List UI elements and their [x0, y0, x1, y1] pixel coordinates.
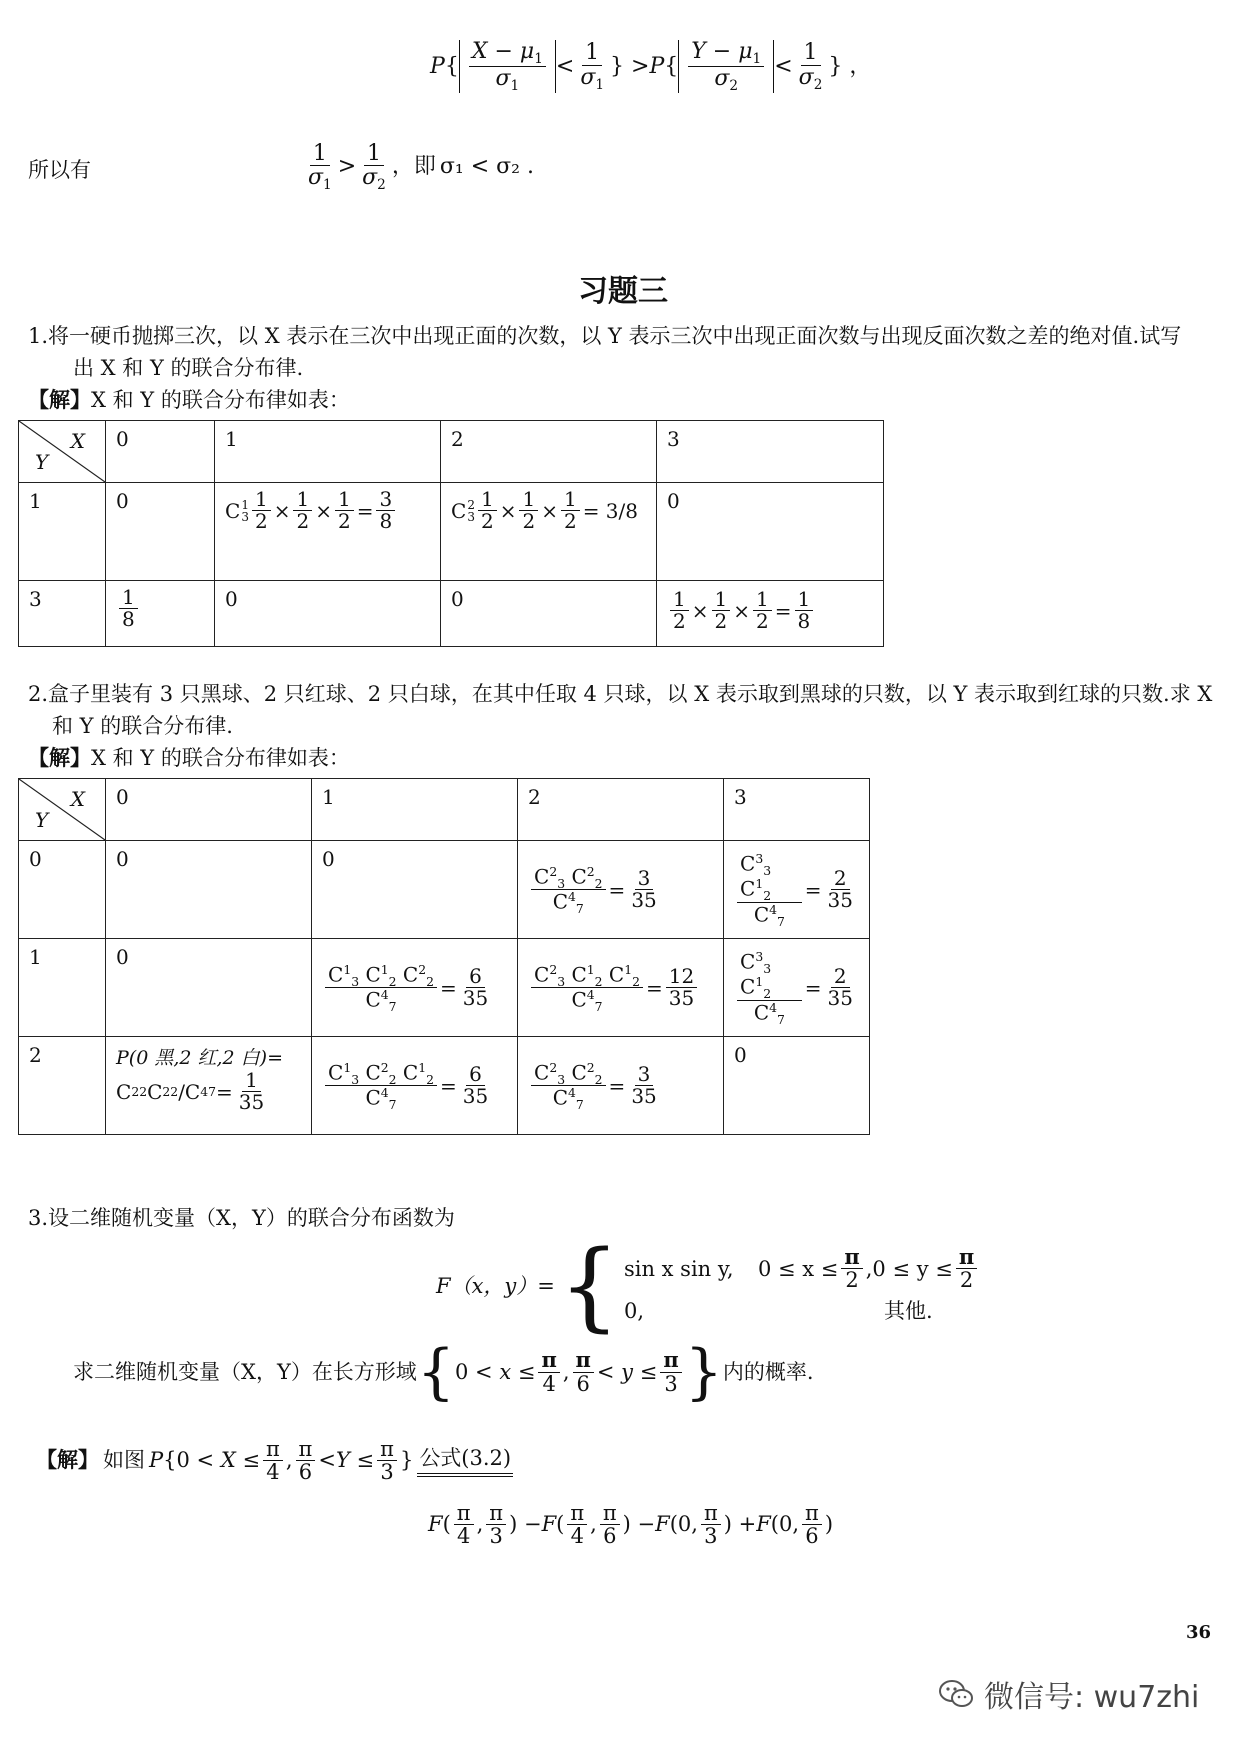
q2-line1: 2.盒子里装有 3 只黑球、2 只红球、2 只白球，在其中任取 4 只球，以 X 表示取到黑球的只数，以 Y 表示取到红球的只数.求 X — [28, 682, 1213, 706]
q2-col-2: 2 — [518, 779, 724, 841]
q3-sol-text: 如图 — [103, 1448, 145, 1473]
q2-cell-1-1: $\frac{C^1_3 C^1_2 C^2_2}{C^4_7}$ = $\frac{6}{35}$ — [312, 939, 518, 1037]
q1-col-3: 3 — [657, 421, 884, 483]
q1-cell-1-0: 0 — [106, 483, 215, 581]
q2-solution-line — [28, 744, 350, 772]
q2-cell-2-0: P(0 黑,2 红,2 白)= C 2 2 C 2 2 /C 4 7 = $\frac{1}{35}$ — [106, 1037, 312, 1135]
q2-row-y2: 2 — [19, 1037, 106, 1135]
q1-row-y1: 1 — [19, 483, 106, 581]
q2-cell-2-2: $\frac{C^2_3 C^2_2}{C^4_7}$ = $\frac{3}{35}$ — [518, 1037, 724, 1135]
sigma-result: σ₁ < σ₂ . — [439, 154, 534, 180]
q1-cell-1-1: C 1 3 $\frac{1}{2}$ × $\frac{1}{2}$ × $\frac{1}{2}$ = $\frac{3}{8}$ — [215, 483, 441, 581]
q2-row-y1: 1 — [19, 939, 106, 1037]
q1-row-y3: 3 — [19, 581, 106, 647]
q2-col-1: 1 — [312, 779, 518, 841]
q2-diag-header — [19, 779, 106, 841]
q3-ask-pre: 求二维随机变量（X，Y）在长方形域 — [73, 1359, 417, 1384]
q2-line2: 和 Y 的联合分布律. — [52, 714, 233, 738]
q2-cell-1-2: $\frac{C^2_3 C^1_2 C^1_2}{C^4_7}$ = $\frac{12}{35}$ — [518, 939, 724, 1037]
q3-line1: 3.设二维随机变量（X，Y）的联合分布函数为 — [28, 1206, 455, 1230]
right-brace-icon: } — [684, 1337, 723, 1407]
q2-cell-2-3: 0 — [724, 1037, 870, 1135]
q2-joint-table — [18, 778, 870, 1135]
q3-F-label: F（x，y）= — [436, 1273, 555, 1298]
q3-case1: sin x sin y, — [623, 1256, 734, 1281]
sigma-inequality: $\frac{1}{\sigma_1}$ > $\frac{1}{\sigma_2}$ ，即 σ₁ < σ₂ . — [308, 141, 534, 193]
q2-diag-x: X — [70, 787, 85, 811]
q2-cell-2-0-text: P(0 黑,2 红,2 白)= — [116, 1047, 283, 1069]
wechat-icon — [938, 1679, 974, 1709]
q2-cell-0-2: $\frac{C^2_3 C^2_2}{C^4_7}$ = $\frac{3}{35}$ — [518, 841, 724, 939]
q1-cell-3-3: $\frac{1}{2}$ × $\frac{1}{2}$ × $\frac{1}{2}$ = $\frac{1}{8}$ — [657, 581, 884, 647]
q3-case2-cond: 其他. — [883, 1299, 933, 1324]
section-title: 习题三 — [578, 274, 668, 309]
q3-formula-ref: 公式(3.2) — [417, 1444, 513, 1476]
q1-cell-3-1: 0 — [215, 581, 441, 647]
q2-cell-0-1: 0 — [312, 841, 518, 939]
q1-sol-text: X 和 Y 的联合分布律如表： — [91, 388, 350, 412]
q1-cell-3-2: 0 — [441, 581, 657, 647]
q3-result-expression: F ( $\frac{\pi}{4}$ , $\frac{\pi}{3}$ ) − F ( $\frac{\pi}{4}$ , $\frac{\pi}{6}$ ) − F (0, $\frac{\pi}{3}$ ) + F (0, $\frac{\pi}{6}$ ) — [428, 1501, 834, 1549]
q1-col-0: 0 — [106, 421, 215, 483]
q3-ask-line: 求二维随机变量（X，Y）在长方形域 { 0 < x ≤ $\frac{\pi}{4}$ , $\frac{\pi}{6}$ < y ≤ $\frac{\pi}{3}$ } 内的概率. — [73, 1337, 814, 1407]
q2-col-3: 3 — [724, 779, 870, 841]
q3-ask-post: 内的概率. — [722, 1359, 814, 1384]
q2-sol-text: X 和 Y 的联合分布律如表： — [91, 746, 350, 770]
q3-case1-cond: 0 ≤ x ≤ — [757, 1256, 839, 1281]
watermark-text: 微信号: wu7zhi — [984, 1680, 1200, 1715]
left-brace-icon: { — [558, 1230, 620, 1342]
q1-col-2: 2 — [441, 421, 657, 483]
q1-diag-x: X — [70, 429, 85, 453]
q1-col-1: 1 — [215, 421, 441, 483]
q1-diag-y: Y — [35, 450, 49, 474]
q1-joint-table — [18, 420, 884, 647]
q3-case2: 0, — [623, 1299, 644, 1324]
q2-cell-0-0: 0 — [106, 841, 312, 939]
q1-cell-1-2: C 2 3 $\frac{1}{2}$ × $\frac{1}{2}$ × $\frac{1}{2}$ = 3/8 — [441, 483, 657, 581]
q2-sol-tag: 【解】 — [28, 745, 91, 770]
q1-sol-tag: 【解】 — [28, 387, 91, 412]
q1-cell-3-0: $\frac{1}{8}$ — [106, 581, 215, 647]
top-inequality: P { $\frac{X - \mu_1}{\sigma_1}$ < $\frac{1}{\sigma_1}$ } > P { $\frac{Y - \mu_1}{\sigma_2}$ < $\frac{1}{\sigma_2}$ } ， — [430, 39, 872, 94]
watermark — [938, 1672, 1199, 1716]
q3-sol-tag: 【解】 — [36, 1447, 99, 1473]
q2-cell-1-3: $\frac{C^3_3 C^1_2}{C^4_7}$ = $\frac{2}{35}$ — [724, 939, 870, 1037]
q2-cell-2-1: $\frac{C^1_3 C^2_2 C^1_2}{C^4_7}$ = $\frac{6}{35}$ — [312, 1037, 518, 1135]
q2-cell-1-0: 0 — [106, 939, 312, 1037]
label-suoyiyou: 所以有 — [28, 158, 91, 182]
q1-line1: 1.将一硬币抛掷三次，以 X 表示在三次中出现正面的次数，以 Y 表示三次中出现正面次数与出现反面次数之差的绝对值.试写 — [28, 324, 1182, 348]
q2-row-y0: 0 — [19, 841, 106, 939]
q1-line2: 出 X 和 Y 的联合分布律. — [73, 356, 304, 380]
q3-distribution-function: F（x，y）= { sin x sin y, 0 ≤ x ≤ $\frac{\pi}{2}$ ,0 ≤ y ≤ $\frac{\pi}{2}$ 0, 其他. — [436, 1238, 980, 1334]
q2-diag-y: Y — [35, 808, 49, 832]
q2-col-0: 0 — [106, 779, 312, 841]
q3-case1-cond2: ,0 ≤ y ≤ — [865, 1256, 953, 1281]
q2-cell-0-3: $\frac{C^3_3 C^1_2}{C^4_7}$ = $\frac{2}{35}$ — [724, 841, 870, 939]
page-number: 36 — [1186, 1622, 1212, 1643]
q3-solution-line: 【解】 如图 P{0 < X ≤ $\frac{\pi}{4}$ , $\frac{\pi}{6}$ <Y ≤ $\frac{\pi}{3}$ } 公式(3.2) — [36, 1437, 512, 1485]
q1-diag-header — [19, 421, 106, 483]
q1-cell-1-3: 0 — [657, 483, 884, 581]
left-brace-icon: { — [416, 1337, 455, 1407]
q1-cell-1-2-tail: = 3/8 — [582, 498, 638, 523]
q1-solution-line — [28, 386, 350, 414]
ji-text: ，即 — [391, 154, 436, 180]
